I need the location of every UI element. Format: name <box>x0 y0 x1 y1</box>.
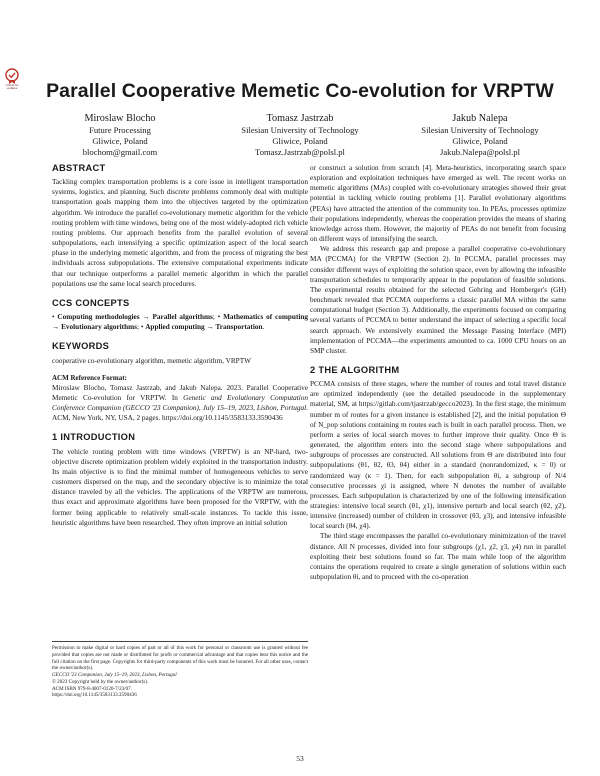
introduction-text: The vehicle routing problem with time windows (VRPTW) is an NP-hard, two-objective discrete optimization problem widely exploited in the transportation industry. Its main objective is to find the minimal number of homogeneous vehicles to serve customers dispersed on the map, and the secondary objective is to minimize the total distance traveled by all the vehicles. The applications of the VRPTW are numerous, thus exact and approximate algorithms have been proposed for the VRPTW, with the former being applicable to relatively small-scale instances. To tackle this issue, heuristic algorithms have been researched. They often improve an initial solution <box>52 447 308 527</box>
doi-link[interactable]: https://doi.org/10.1145/3583133.3590436 <box>52 692 137 699</box>
isbn-line: ACM ISBN 979-8-4007-0120-7/23/07. <box>52 685 132 692</box>
left-column <box>52 163 308 528</box>
ccs-heading: CCS CONCEPTS <box>52 297 130 308</box>
update-ribbon-icon <box>5 68 19 84</box>
author-email[interactable]: blochom@gmail.com <box>82 147 158 158</box>
reference-heading: ACM Reference Format: <box>52 373 127 382</box>
copyright-line: © 2023 Copyright held by the owner/author(s). <box>52 678 149 685</box>
author-name: Miroslaw Blocho <box>84 113 156 124</box>
author-location: Gliwice, Poland <box>92 136 148 147</box>
author-affiliation: Future Processing <box>89 125 151 135</box>
author-email[interactable]: Jakub.Nalepa@polsl.pl <box>440 147 520 158</box>
abstract-text: Tackling complex transportation problems is a core issue in intelligent transportation systems, logistics, and planning. Such discrete problems commonly deal with multiple transportation goals mapping them into the objectives targeted by the optimization algorithm. We introduce the parallel co-evolutionary memetic algorithm for the vehicle routing problem with time windows, being one of the most widely-adopted rich vehicle routing problems. Our approach benefits from the parallel evolution of several subpopulations, each intensifying a specific optimization aspect of the local search phase in the underlying memetic algorithm, and from the process of migrating the best individuals across subpopulations. The extensive computational experiments indicate that our technique outperforms a parallel memetic algorithm in which the parallel populations use the same local search procedures. <box>52 178 308 288</box>
algorithm-heading: 2 THE ALGORITHM <box>310 364 400 375</box>
reference-text: Miroslaw Blocho, Tomasz Jastrzab, and Jakub Nalepa. 2023. Parallel Cooperative Memetic Co-evolution for VRPTW. In Genetic and Evolutionary Computation Conference Companion (GECCO '23 Companion), July 15–19, 2023, Lisbon, Portugal. ACM, New York, NY, USA, 2 pages. https://doi.org/10.1145/3583133.3590436 <box>52 383 309 423</box>
ccs-concepts: • Computing methodologies → Parallel algorithms; • Mathematics of computing → Evolutionary algorithms; • Applied computing → Transportation. <box>52 313 309 332</box>
author-affiliation: Silesian University of Technology <box>421 125 539 135</box>
author-2 <box>210 112 390 159</box>
third-stage-paragraph: The third stage encompasses the parallel co-evolutionary minimization of the travel distance. All N processes, divided into four subgroups (χ1, χ2, χ3, χ4) run in parallel exploiting their best solutions found so far. The main while loop of the algorithm contains the operations required to create a single generation of solutions within each subpopulation θi, and to proceed with the co-operation <box>310 532 566 582</box>
author-name: Tomasz Jastrzab <box>266 113 334 124</box>
paper-title: Parallel Cooperative Memetic Co-evolution for VRPTW <box>46 80 554 102</box>
author-name: Jakub Nalepa <box>452 113 508 124</box>
author-3 <box>390 112 570 159</box>
author-1 <box>30 112 210 159</box>
right-column <box>310 163 566 582</box>
keywords-text: cooperative co-evolutionary algorithm, memetic algorithm, VRPTW <box>52 356 251 365</box>
contribution-paragraph: We address this research gap and propose a parallel cooperative co-evolutionary MA (PCCMA) for the VRPTW (Section 2). In PCCMA, parallel processes may consider different ways of exploiting the solution space, even by allowing the infeasible transportation schedules to temporarily appear in the population of feasible solutions. The experimental results obtained for the selected Gehring and Homberger's (GH) benchmark revealed that PCCMA outperforms a classic parallel MA within the same computational budget (Section 3). Additionally, the experiments focused on comparing several variants of PCCMA to better understand the impact of selecting a specific local search approach. We extensively examined the Message Passing Interface (MPI) implementation of PCCMA—the experiments amounted to ca. 1000 CPU hours on an SMP cluster. <box>310 245 566 355</box>
author-email[interactable]: Tomasz.Jastrzab@polsl.pl <box>255 147 345 158</box>
check-for-updates-badge[interactable] <box>3 68 21 94</box>
algorithm-paragraph: PCCMA consists of three stages, where the number of routes and total travel distance are optimized independently (see the detailed pseudocode in the supplementary material, SM, at https://gitlab.com/tjastrzab/gecco2023). In the first stage, the minimum number m of routes for a given instance is established [2], and the initial population Θ of N_pop solutions containing m routes each is built in each parallel process. Then, we perform a series of local search moves to further improve their quality. Once Θ is generated, the algorithm enters into the second stage where subpopulations and subgroups of processes are constructed. All solutions from Θ are distributed into four subpopulations (θ1, θ2, θ3, θ4) either in a standard (nonrandomized, κ = 0) or randomized way (κ = 1). Then, for each subpopulation θi, a subgroup of N/4 consecutive processes χi is assigned, where N denotes the number of available processes. Each subpopulation is characterized by one of the following intensification strategies: intensive local search (θ1, χ1), intensive perturb and local search (θ2, χ2), intensive (increased) number of children in crossover (θ3, χ3), and intensive infeasible local search (θ4, χ4). <box>310 380 566 531</box>
conference-line: GECCO '23 Companion, July 15–19, 2023, Lisbon, Portugal <box>52 672 177 678</box>
intro-continued: or construct a solution from scratch [4]. Meta-heuristics, incorporating search space exploration and exploitation techniques have emerged as well. The recent works on memetic algorithms (MAs) coupled with co-evolutionary strategies showed their great potential in tackling vehicle routing problems [1]. Parallel evolutionary algorithms (PEAs) have attracted the attention of the community too. In PEAs, processes optimize their populations independently, whereas the cooperation provides the means of sharing knowledge across them. However, the majority of PEAs do not benefit from focusing on different ways of intensifying the search. <box>310 164 566 244</box>
keywords-heading: KEYWORDS <box>52 341 110 352</box>
author-location: Gliwice, Poland <box>272 136 328 147</box>
abstract-heading: ABSTRACT <box>52 163 106 173</box>
permission-footer <box>52 641 308 699</box>
badge-label: Check for updates <box>5 83 19 90</box>
author-location: Gliwice, Poland <box>452 136 508 147</box>
page-number: 53 <box>296 754 304 763</box>
permission-text: Permission to make digital or hard copies of part or all of this work for personal or classroom use is granted without fee provided that copies are not made or distributed for profit or commercial advantage and that copies bear this notice and the full citation on the first page. Copyrights for third-party components of this work must be honored. For all other uses, contact the owner/author(s). <box>52 645 308 672</box>
author-affiliation: Silesian University of Technology <box>241 125 359 135</box>
introduction-heading: 1 INTRODUCTION <box>52 432 136 443</box>
